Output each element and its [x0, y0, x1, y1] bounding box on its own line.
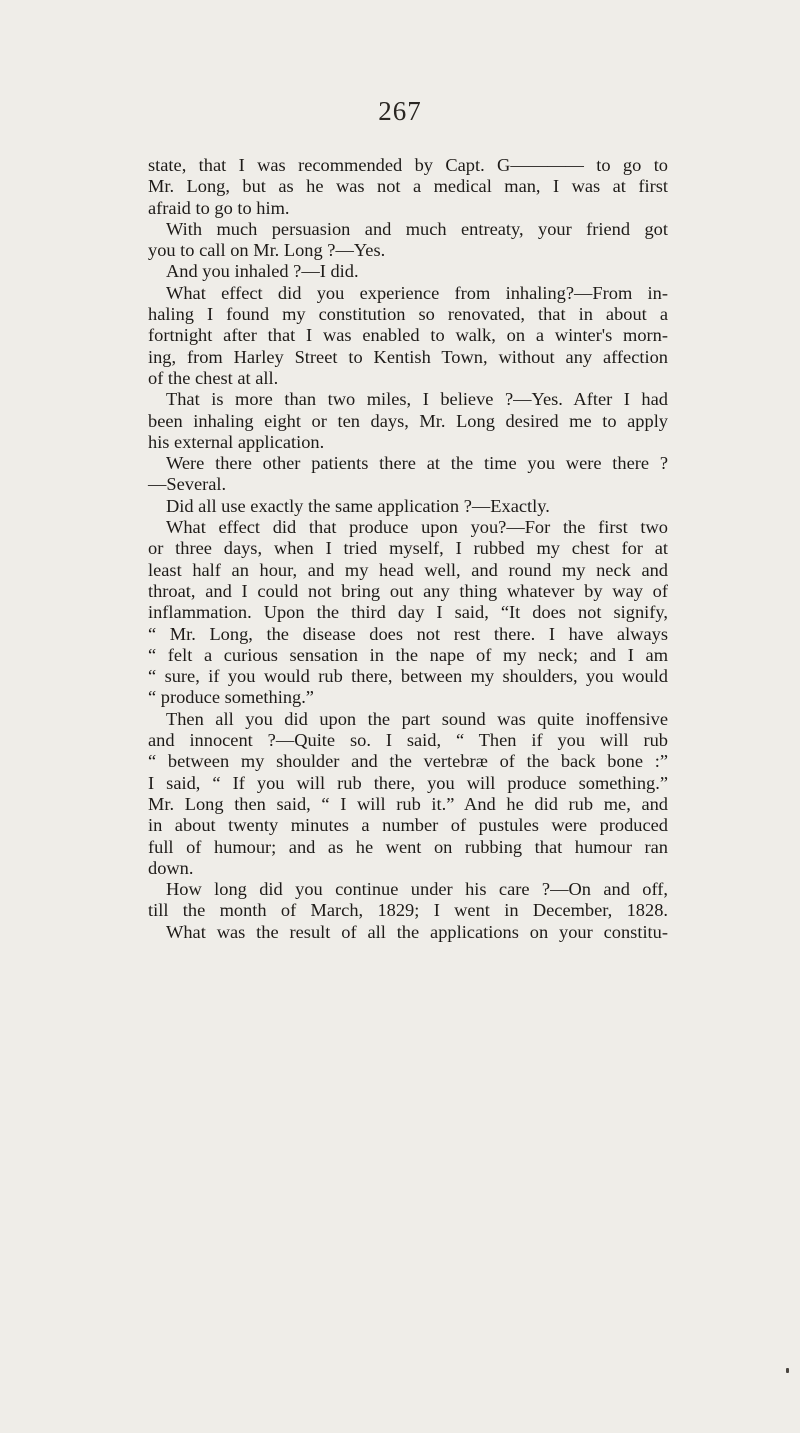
text-line: That is more than two miles, I believe ?—Yes. After I had [166, 389, 668, 410]
text-line: “ produce something.” [148, 687, 314, 708]
text-line: and innocent ?—Quite so. I said, “ Then if you will rub [148, 730, 668, 751]
text-line: state, that I was recommended by Capt. G———— to go to [148, 155, 668, 175]
text-line: Then all you did upon the part sound was quite inoffensive [166, 708, 668, 729]
text-line: full of humour; and as he went on rubbing that humour ran [148, 836, 668, 857]
text-line: afraid to go to him. [148, 197, 290, 218]
text-line: down. [148, 857, 194, 878]
text-line: “ felt a curious sensation in the nape of my neck; and I am [148, 644, 668, 665]
text-line: Did all use exactly the same application ?—Exactly. [166, 495, 550, 516]
body-text [148, 155, 668, 943]
text-line: Mr. Long, but as he was not a medical man, I was at first [148, 176, 668, 197]
text-line: his external application. [148, 431, 325, 452]
text-line: What effect did that produce upon you?—For the first two [166, 517, 668, 538]
text-line: you to call on Mr. Long ?—Yes. [148, 240, 386, 261]
text-line: least half an hour, and my head well, and round my neck and [148, 559, 668, 580]
ink-speck [786, 1368, 789, 1373]
text-line: Mr. Long then said, “ I will rub it.” And he did rub me, and [148, 793, 668, 814]
text-line: “ Mr. Long, the disease does not rest there. I have always [148, 623, 668, 644]
text-line: in about twenty minutes a number of pustules were produced [148, 815, 668, 836]
text-line: fortnight after that I was enabled to walk, on a winter's morn- [148, 325, 668, 346]
text-line: With much persuasion and much entreaty, your friend got [166, 218, 668, 239]
text-line: I said, “ If you will rub there, you will produce something.” [148, 772, 668, 793]
text-line: been inhaling eight or ten days, Mr. Long desired me to apply [148, 410, 668, 431]
text-line: haling I found my constitution so renovated, that in about a [148, 304, 668, 325]
text-line: ing, from Harley Street to Kentish Town, without any affection [148, 346, 668, 367]
text-line: What effect did you experience from inhaling?—From in- [166, 282, 668, 303]
text-line: throat, and I could not bring out any thing whatever by way of [148, 580, 668, 601]
page-number: 267 [378, 96, 422, 126]
text-line: How long did you continue under his care ?—On and off, [166, 879, 668, 900]
text-line: —Several. [148, 474, 227, 495]
text-line: inflammation. Upon the third day I said, “It does not signify, [148, 602, 668, 623]
text-line: or three days, when I tried myself, I rubbed my chest for at [148, 538, 668, 559]
text-line: “ between my shoulder and the vertebræ of the back bone :” [148, 751, 668, 772]
text-line: Were there other patients there at the time you were there ? [166, 453, 668, 474]
text-line: What was the result of all the applications on your constitu- [166, 921, 668, 942]
text-line: “ sure, if you would rub there, between my shoulders, you would [148, 666, 668, 687]
text-line: till the month of March, 1829; I went in December, 1828. [148, 900, 668, 921]
text-line: of the chest at all. [148, 367, 279, 388]
text-line: And you inhaled ?—I did. [166, 261, 359, 282]
